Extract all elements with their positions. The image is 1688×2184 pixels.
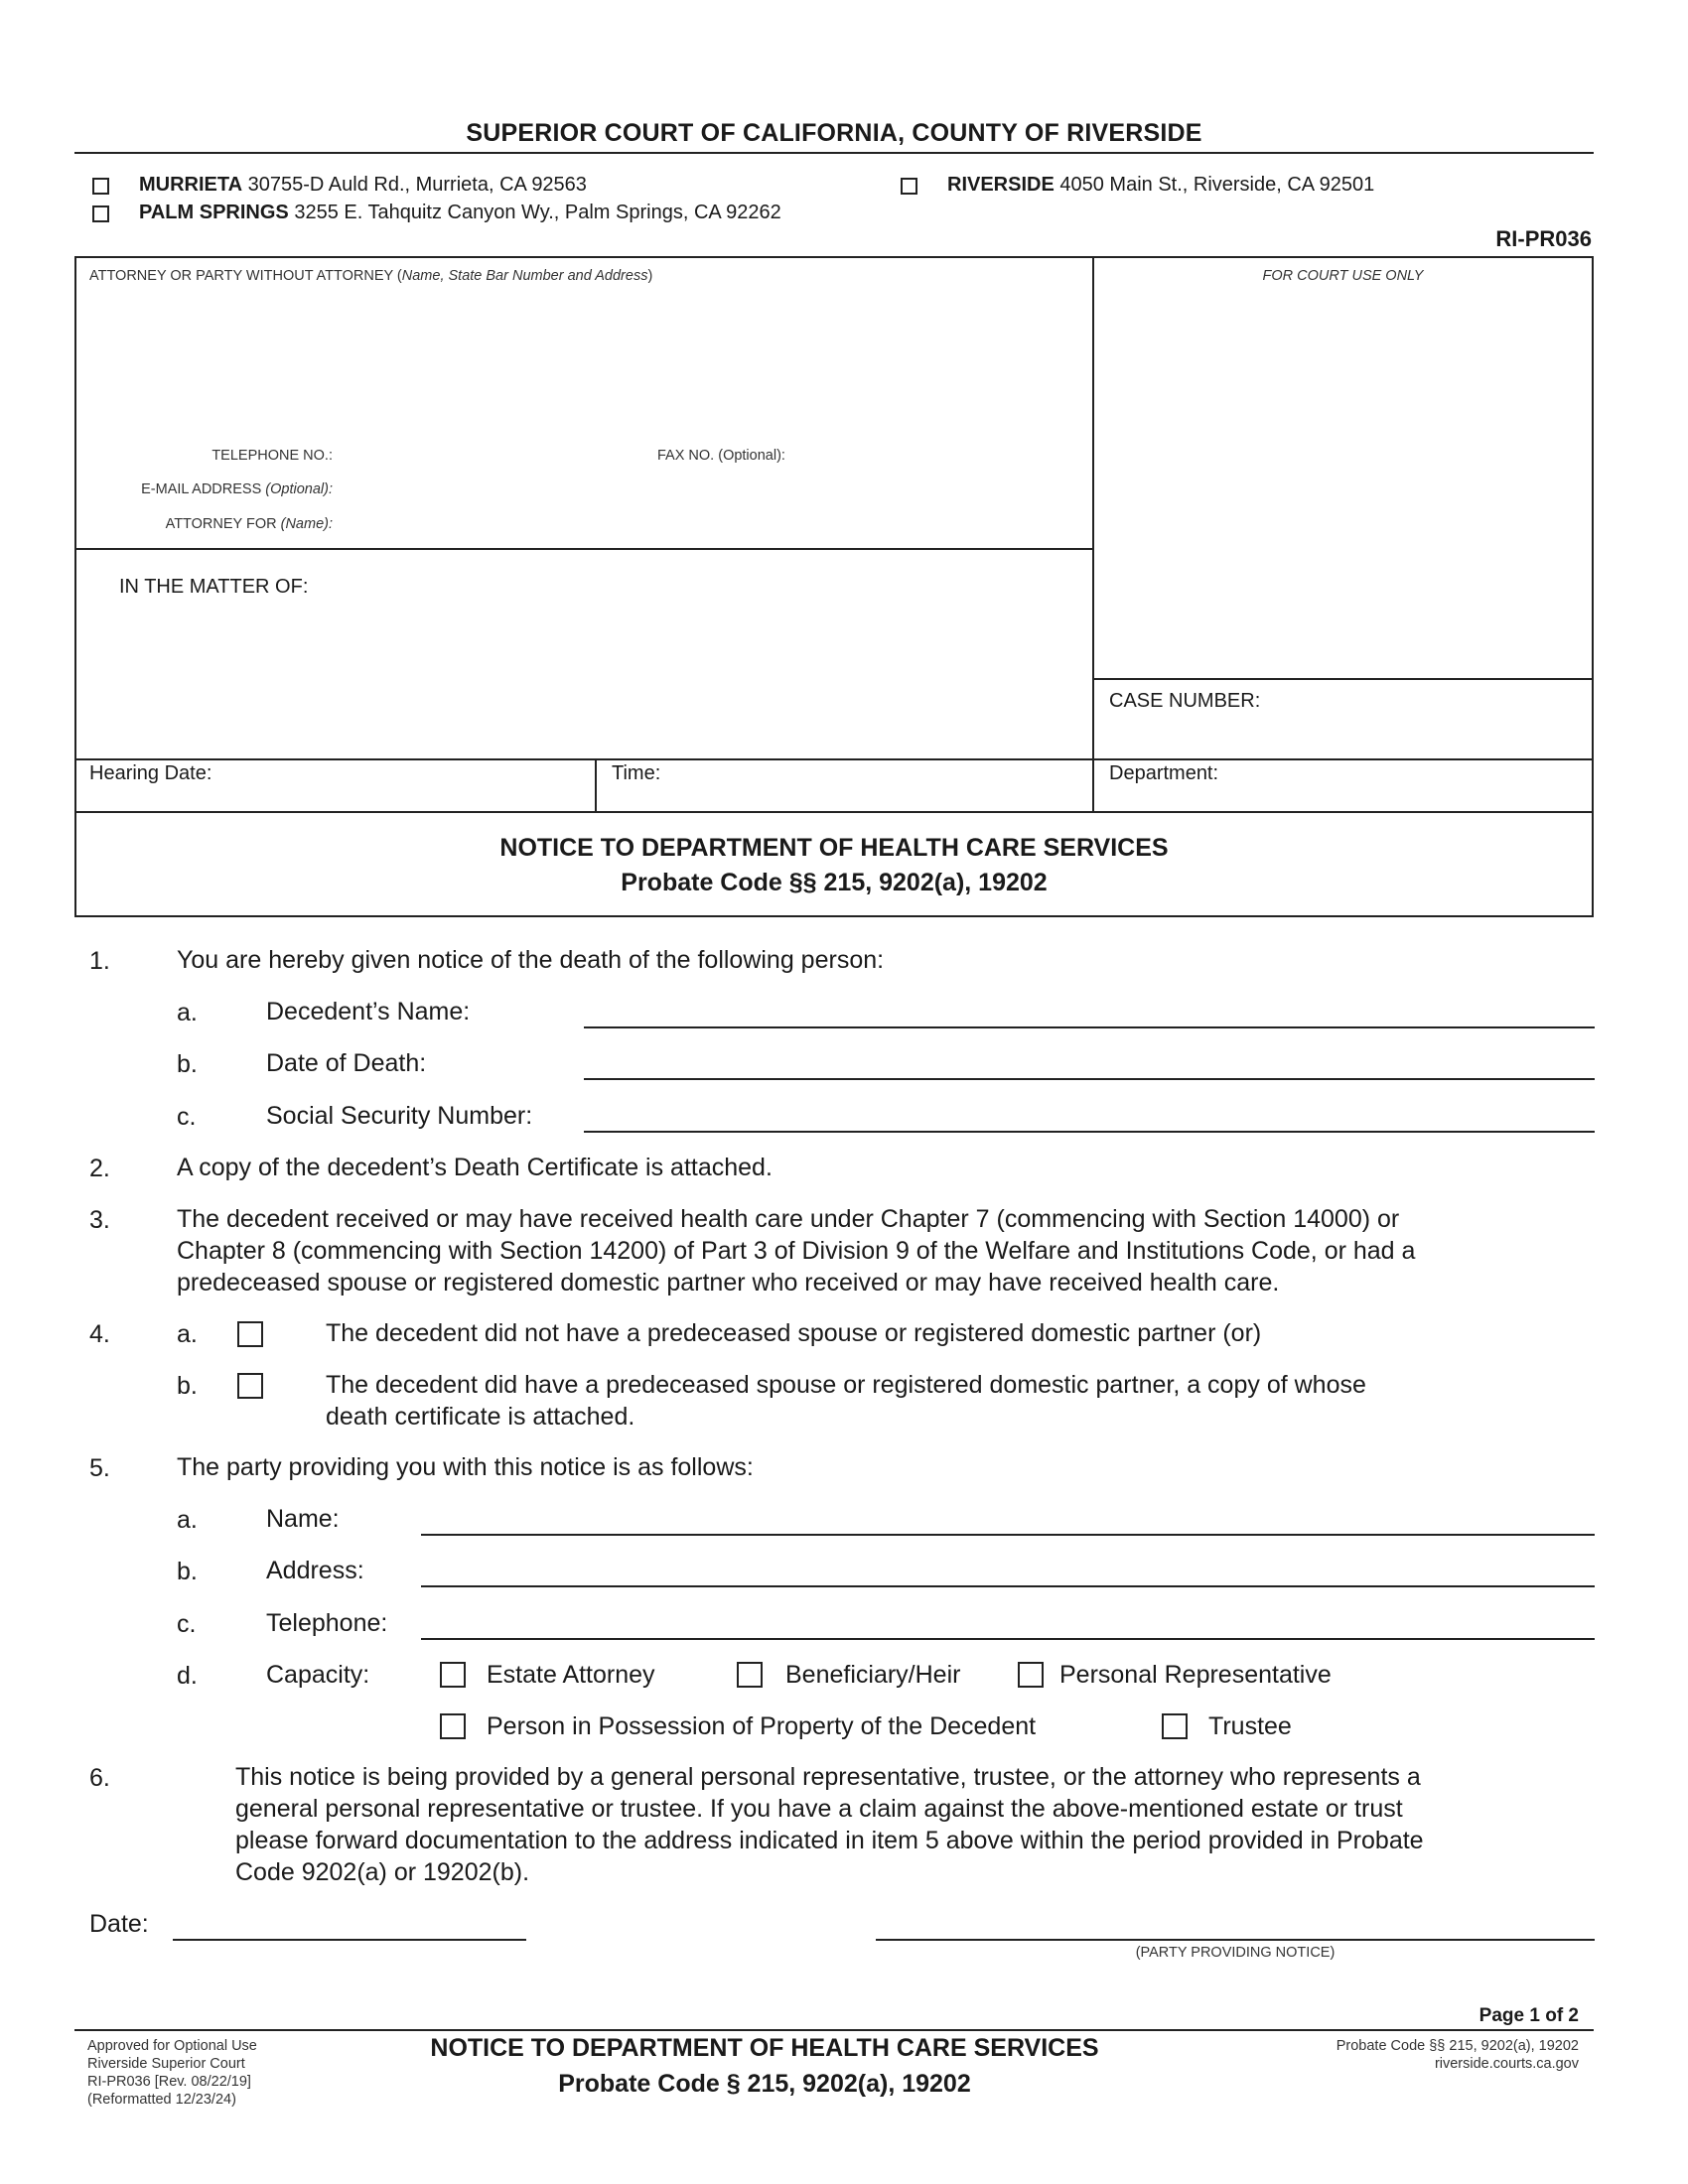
beneficiary-heir-label: Beneficiary/Heir xyxy=(785,1661,961,1689)
in-the-matter-label: IN THE MATTER OF: xyxy=(119,576,309,598)
footer-title-line-1: NOTICE TO DEPARTMENT OF HEALTH CARE SERVICES xyxy=(430,2034,1099,2062)
item-6-line-4: Code 9202(a) or 19202(b). xyxy=(235,1858,530,1886)
beneficiary-heir-checkbox[interactable] xyxy=(737,1662,763,1688)
item-5c-letter: c. xyxy=(177,1610,197,1638)
caption-divider-attorney xyxy=(74,548,1093,550)
footer-right-line-1: Probate Code §§ 215, 9202(a), 19202 xyxy=(1336,2038,1579,2054)
personal-representative-label: Personal Representative xyxy=(1059,1661,1332,1689)
person-in-possession-checkbox[interactable] xyxy=(440,1713,466,1739)
court-title: SUPERIOR COURT OF CALIFORNIA, COUNTY OF RIVERSIDE xyxy=(466,119,1202,147)
footer-approved-line-1: Approved for Optional Use xyxy=(87,2038,257,2054)
ssn-field[interactable] xyxy=(584,1131,1595,1133)
item-6-number: 6. xyxy=(89,1764,110,1792)
party-telephone-field[interactable] xyxy=(421,1638,1595,1640)
header-rule xyxy=(74,152,1594,154)
item-1c-letter: c. xyxy=(177,1103,197,1131)
item-4b-line-2: death certificate is attached. xyxy=(326,1403,635,1431)
item-5a-letter: a. xyxy=(177,1506,198,1534)
footer-approved-line-3: RI-PR036 [Rev. 08/22/19] xyxy=(87,2074,251,2090)
signature-field[interactable] xyxy=(876,1939,1595,1941)
caption-divider-case xyxy=(1092,678,1594,680)
trustee-label: Trustee xyxy=(1208,1712,1292,1740)
item-4b-line-1: The decedent did have a predeceased spouse or registered domestic partner, a copy of whose xyxy=(326,1371,1366,1399)
fax-label: FAX NO. (Optional): xyxy=(657,448,785,464)
case-number-label: CASE NUMBER: xyxy=(1109,690,1261,712)
party-telephone-label: Telephone: xyxy=(266,1609,388,1637)
court-use-label: FOR COURT USE ONLY xyxy=(1262,268,1424,284)
notice-title: NOTICE TO DEPARTMENT OF HEALTH CARE SERVICES xyxy=(499,834,1169,862)
date-label: Date: xyxy=(89,1910,149,1938)
caption-divider-hearing xyxy=(74,758,1594,760)
riverside-name: RIVERSIDE xyxy=(947,174,1055,196)
item-1b-letter: b. xyxy=(177,1050,198,1078)
palm-springs-checkbox[interactable] xyxy=(92,205,109,222)
trustee-checkbox[interactable] xyxy=(1162,1713,1188,1739)
time-label: Time: xyxy=(612,762,661,784)
murrieta-location xyxy=(139,174,587,197)
item-2-text: A copy of the decedent’s Death Certificate is attached. xyxy=(177,1154,773,1181)
footer-right xyxy=(1336,2037,1579,2073)
footer-title xyxy=(367,2030,1162,2102)
page-number: Page 1 of 2 xyxy=(1478,2005,1579,2026)
person-in-possession-label: Person in Possession of Property of the Decedent xyxy=(487,1712,1037,1740)
palm-springs-location xyxy=(139,202,781,224)
palm-springs-name: PALM SPRINGS xyxy=(139,202,289,223)
party-address-label: Address: xyxy=(266,1557,364,1584)
capacity-label: Capacity: xyxy=(266,1661,370,1689)
telephone-label: TELEPHONE NO.: xyxy=(211,448,333,464)
item-4a-text: The decedent did not have a predeceased spouse or registered domestic partner (or) xyxy=(326,1319,1262,1347)
form-number: RI-PR036 xyxy=(1495,226,1592,251)
caption-divider-title xyxy=(74,811,1594,813)
hearing-date-label: Hearing Date: xyxy=(89,762,212,784)
item-3-line-3: predeceased spouse or registered domestic partner who received or may have received health care. xyxy=(177,1269,1280,1297)
attorney-info-area[interactable] xyxy=(99,283,1082,442)
footer-title-line-2: Probate Code § 215, 9202(a), 19202 xyxy=(558,2070,971,2098)
date-field[interactable] xyxy=(173,1939,526,1941)
item-5-number: 5. xyxy=(89,1454,110,1482)
murrieta-checkbox[interactable] xyxy=(92,178,109,195)
riverside-checkbox[interactable] xyxy=(901,178,917,195)
item-4b-checkbox[interactable] xyxy=(237,1373,263,1399)
item-3-number: 3. xyxy=(89,1206,110,1234)
estate-attorney-label: Estate Attorney xyxy=(487,1661,655,1689)
date-of-death-field[interactable] xyxy=(584,1078,1595,1080)
email-label: E-MAIL ADDRESS (Optional): xyxy=(141,481,333,497)
date-of-death-label: Date of Death: xyxy=(266,1049,427,1077)
caption-divider-time xyxy=(595,758,597,812)
item-1-number: 1. xyxy=(89,947,110,975)
party-providing-notice-label: (PARTY PROVIDING NOTICE) xyxy=(1135,1945,1336,1961)
palm-springs-address: 3255 E. Tahquitz Canyon Wy., Palm Springs, CA 92262 xyxy=(288,202,781,223)
ssn-label: Social Security Number: xyxy=(266,1102,533,1130)
item-4a-letter: a. xyxy=(177,1320,198,1348)
item-4b-letter: b. xyxy=(177,1372,198,1400)
decedent-name-label: Decedent’s Name: xyxy=(266,998,471,1025)
item-3-line-1: The decedent received or may have received health care under Chapter 7 (commencing with Section 14000) or xyxy=(177,1205,1400,1233)
footer-right-line-2: riverside.courts.ca.gov xyxy=(1434,2056,1579,2072)
party-name-label: Name: xyxy=(266,1505,340,1533)
item-6-line-2: general personal representative or trustee. If you have a claim against the above-mentioned estate or trust xyxy=(235,1795,1403,1823)
party-name-field[interactable] xyxy=(421,1534,1595,1536)
riverside-location xyxy=(947,174,1374,197)
item-1-text: You are hereby given notice of the death of the following person: xyxy=(177,946,885,974)
personal-representative-checkbox[interactable] xyxy=(1018,1662,1044,1688)
riverside-address: 4050 Main St., Riverside, CA 92501 xyxy=(1054,174,1375,196)
item-3-line-2: Chapter 8 (commencing with Section 14200) of Part 3 of Division 9 of the Welfare and Institutions Code, or had a xyxy=(177,1237,1416,1265)
murrieta-address: 30755-D Auld Rd., Murrieta, CA 92563 xyxy=(242,174,587,196)
estate-attorney-checkbox[interactable] xyxy=(440,1662,466,1688)
notice-subtitle: Probate Code §§ 215, 9202(a), 19202 xyxy=(621,869,1048,896)
item-4a-checkbox[interactable] xyxy=(237,1321,263,1347)
item-5d-letter: d. xyxy=(177,1662,198,1690)
party-address-field[interactable] xyxy=(421,1585,1595,1587)
footer-approved xyxy=(87,2037,257,2109)
attorney-for-label: ATTORNEY FOR (Name): xyxy=(165,516,333,532)
item-4-number: 4. xyxy=(89,1320,110,1348)
murrieta-name: MURRIETA xyxy=(139,174,243,196)
item-1a-letter: a. xyxy=(177,999,198,1026)
item-5b-letter: b. xyxy=(177,1558,198,1585)
decedent-name-field[interactable] xyxy=(584,1026,1595,1028)
department-label: Department: xyxy=(1109,762,1219,784)
item-5-text: The party providing you with this notice is as follows: xyxy=(177,1453,754,1481)
item-2-number: 2. xyxy=(89,1155,110,1182)
item-6-line-1: This notice is being provided by a general personal representative, trustee, or the attorney who represents a xyxy=(235,1763,1421,1791)
footer-approved-line-4: (Reformatted 12/23/24) xyxy=(87,2092,236,2108)
footer-approved-line-2: Riverside Superior Court xyxy=(87,2056,245,2072)
caption-divider-right xyxy=(1092,256,1094,812)
attorney-label: ATTORNEY OR PARTY WITHOUT ATTORNEY (Name, State Bar Number and Address) xyxy=(89,268,653,284)
item-6-line-3: please forward documentation to the address indicated in item 5 above within the period provided in Probate xyxy=(235,1827,1424,1854)
